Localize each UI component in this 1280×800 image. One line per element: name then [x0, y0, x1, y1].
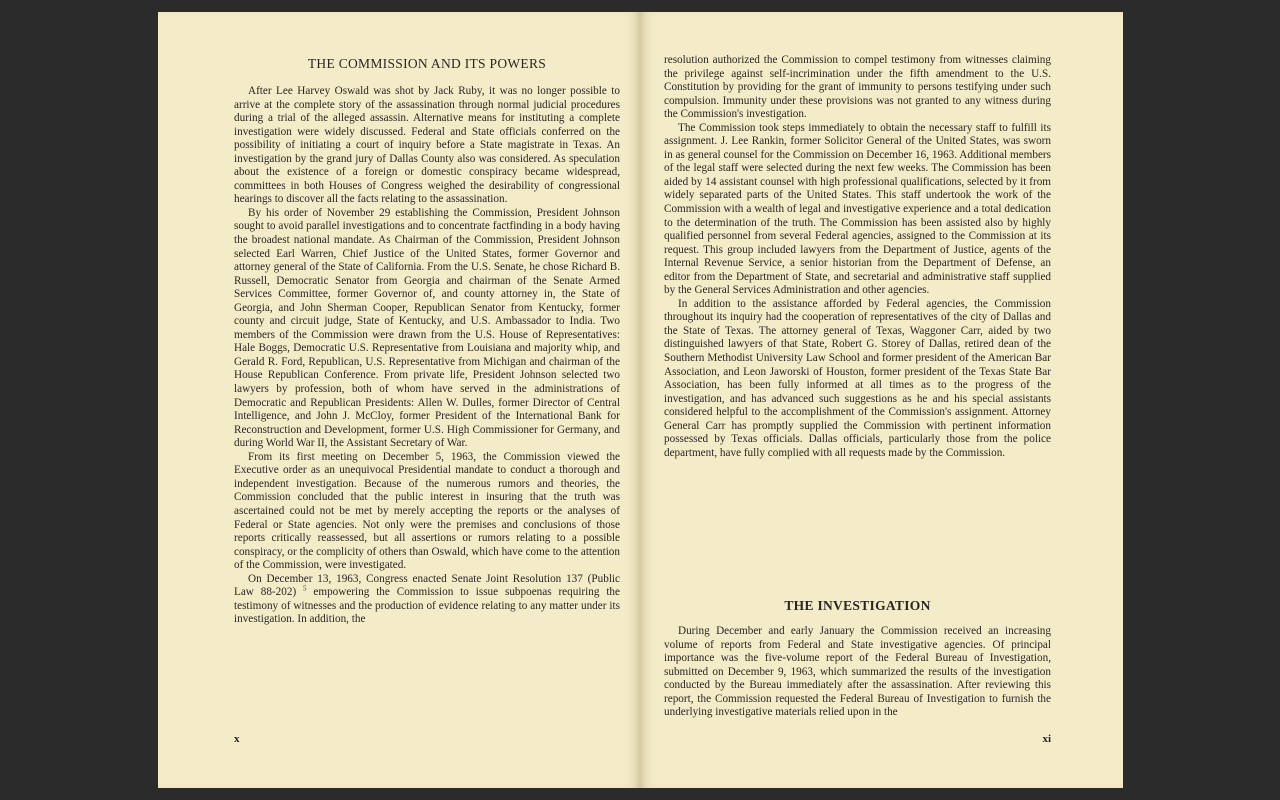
paragraph: By his order of November 29 establishing the Commission, President Johnson sought to avoid parallel investigations and to concentrate factfinding in a body having the broadest national mandate. As Chairman of the Commission, President Johnson selected Earl Warren, Chief Justice of the United States, former Governor and attorney general of the State of California. From the U.S. Senate, he chose Richard B. Russell, Democratic Senator from Georgia and chairman of the Senate Armed Services Committee, former Governor of, and county attorney in, the State of Georgia, and John Sherman Cooper, Republican Senator from Kentucky, former county and circuit judge, State of Kentucky, and U.S. Ambassador to India. Two members of the Commission were drawn from the U.S. House of Representatives: Hale Boggs, Democratic U.S. Representative from Louisiana and majority whip, and Gerald R. Ford, Republican, U.S. Representative from Michigan and chairman of the House Republican Conference. From private life, President Johnson selected two lawyers by profession, both of whom have served in the administrations of Democratic and Republican Presidents: Allen W. Dulles, former Director of Central Intelligence, and John J. McCloy, former President of the International Bank for Reconstruction and Development, former U.S. High Commissioner for Germany, and during World War II, the Assistant Secretary of War. [234, 206, 620, 450]
section-heading-commission: THE COMMISSION AND ITS POWERS [307, 56, 547, 71]
page-number-right: xi [1042, 733, 1051, 745]
paragraph: In addition to the assistance afforded by Federal agencies, the Commission throughout its inquiry had the cooperation of representatives of the city of Dallas and the State of Texas. The attorney general of Texas, Waggoner Carr, aided by two distinguished lawyers of that State, Robert G. Storey of Dallas, retired dean of the Southern Methodist University Law School and former president of the American Bar Association, and Leon Jaworski of Houston, former president of the Texas State Bar Association, has been fully informed at all times as to the progress of the investigation, and has advanced such suggestions as he and his special assistants considered helpful to the accomplishment of the Commission's assignment. Attorney General Carr has promptly supplied the Commission with pertinent information possessed by Texas officials. Dallas officials, particularly those from the police department, have fully complied with all requests made by the Commission. [664, 297, 1051, 459]
paragraph-continuation: resolution authorized the Commission to compel testimony from witnesses claiming the privilege against self-incrimination under the fifth amendment to the U.S. Constitution by providing for the grant of immunity to persons testifying under such compulsion. Immunity under these provisions was not granted to any witness during the Commission's investigation. [664, 54, 1051, 121]
right-page [642, 12, 1123, 788]
paragraph-text: On December 13, 1963, Congress enacted Senate Joint Resolution 137 (Public Law 88-202) [234, 572, 620, 599]
paragraph [234, 573, 620, 627]
investigation-body [664, 625, 1051, 720]
paragraph: During December and early January the Commission received an increasing volume of reports from Federal and State investigative agencies. Of principal importance was the five-volume report of the Federal Bureau of Investigation, submitted on December 9, 1963, which summarized the results of the investigation conducted by the Bureau immediately after the assassination. After reviewing this report, the Commission requested the Federal Bureau of Investigation to furnish the underlying investigative materials relied upon in the [664, 625, 1051, 719]
footnote-marker: 5 [303, 584, 307, 593]
paragraph: After Lee Harvey Oswald was shot by Jack Ruby, it was no longer possible to arrive at the complete story of the assassination through normal judicial procedures during a trial of the alleged assassin. Alternative means for instituting a complete investigation were widely discussed. Federal and State officials conferred on the possibility of initiating a court of inquiry before a State magistrate in Texas. An investigation by the grand jury of Dallas County also was considered. As speculation about the existence of a foreign or domestic conspiracy became widespread, committees in both Houses of Congress weighed the desirability of congressional hearings to discover all the facts relating to the assassination. [234, 85, 620, 206]
section-heading-investigation: THE INVESTIGATION [784, 598, 931, 614]
right-page-body [664, 54, 1051, 460]
left-page [158, 12, 638, 788]
paragraph: From its first meeting on December 5, 1963, the Commission viewed the Executive order as an unequivocal Presidential mandate to conduct a thorough and independent investigation. Because of the numerous rumors and theories, the Commission concluded that the public interest in insuring that the truth was ascertained could not be met by merely accepting the reports or the analyses of Federal or State agencies. Not only were the premises and conclusions of those reports critically reassessed, but all assertions or rumors relating to a possible conspiracy, or the complicity of others than Oswald, which have come to the attention of the Commission, were investigated. [234, 450, 620, 572]
left-page-content [234, 12, 620, 788]
paragraph-text: empowering the Commission to issue subpoenas requiring the testimony of witnesses and the production of evidence relating to any matter under its investigation. In addition, the [234, 586, 620, 626]
paragraph: The Commission took steps immediately to obtain the necessary staff to fulfill its assignment. J. Lee Rankin, former Solicitor General of the United States, was sworn in as general counsel for the Commission on December 16, 1963. Additional members of the legal staff were selected during the next few weeks. The Commission has been aided by 14 assistant counsel with high professional qualifications, selected by it from widely separated parts of the United States. This staff undertook the work of the Commission with a wealth of legal and investigative experience and a total dedication to the determination of the truth. The Commission has been assisted also by highly qualified personnel from several Federal agencies, assigned to the Commission at its request. This group included lawyers from the Department of Justice, agents of the Internal Revenue Service, a senior historian from the Department of Defense, an editor from the Department of State, and secretarial and administrative staff supplied by the General Services Administration and other agencies. [664, 121, 1051, 297]
page-number-left: x [234, 733, 240, 745]
right-page-content [664, 12, 1051, 788]
left-page-body [234, 85, 620, 627]
